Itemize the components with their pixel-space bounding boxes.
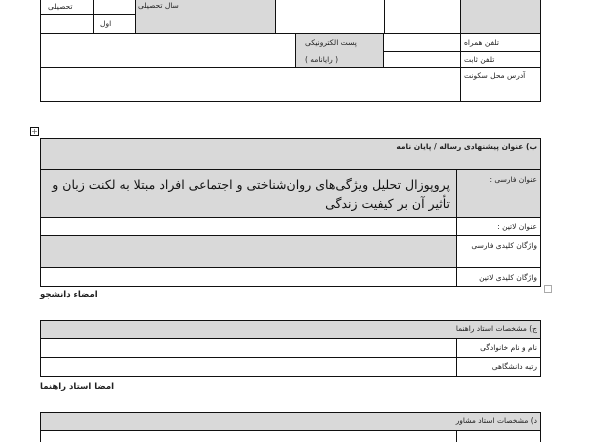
avval-label: اول	[100, 19, 112, 28]
top-table	[40, 0, 541, 101]
tahsili-label: تحصیلی	[48, 2, 73, 11]
latin-keywords-label: واژگان کلیدی لاتین	[479, 273, 537, 282]
section-j-title: ج) مشخصات استاد راهنما	[455, 324, 537, 333]
table-move-handle[interactable]: +	[31, 127, 38, 136]
persian-title-label: عنوان فارسی :	[489, 175, 537, 184]
section-d-title: د) مشخصات استاد مشاور	[455, 416, 537, 425]
email-sub-label: ( رایانامه )	[305, 55, 339, 64]
supervisor-signature-label: امضا استاد راهنما	[40, 382, 115, 392]
persian-keywords-value-cell	[40, 235, 456, 267]
persian-keywords-label: واژگان کلیدی فارسی	[471, 241, 537, 250]
supervisor-name-label: نام و نام خانوادگی	[480, 343, 537, 352]
mobile-label: تلفن همراه	[464, 38, 499, 47]
email-label: پست الکترونیکی	[305, 38, 357, 47]
persian-title-value: پروپوزال تحلیل ویژگی‌های روان‌شناختی و اجتماعی افراد مبتلا به لکنت زبان و تأثیر آن بر کیفیت زندگی	[52, 177, 450, 211]
latin-title-label: عنوان لاتین :	[497, 222, 537, 231]
section-b-table	[40, 138, 541, 286]
top-cell-gray-2	[460, 0, 541, 33]
student-signature-label: امضاء دانشجو	[40, 290, 98, 300]
row-end-marker	[544, 285, 552, 293]
sal-tahsili-label: سال تحصیلی	[138, 1, 179, 10]
section-j-table	[40, 320, 541, 376]
address-label: آدرس محل سکونت	[464, 71, 526, 80]
section-b-title: ب) عنوان پیشنهادی رساله / پایان نامه	[396, 142, 537, 151]
phone-label: تلفن ثابت	[464, 55, 495, 64]
supervisor-rank-label: رتبه دانشگاهی	[491, 362, 537, 371]
